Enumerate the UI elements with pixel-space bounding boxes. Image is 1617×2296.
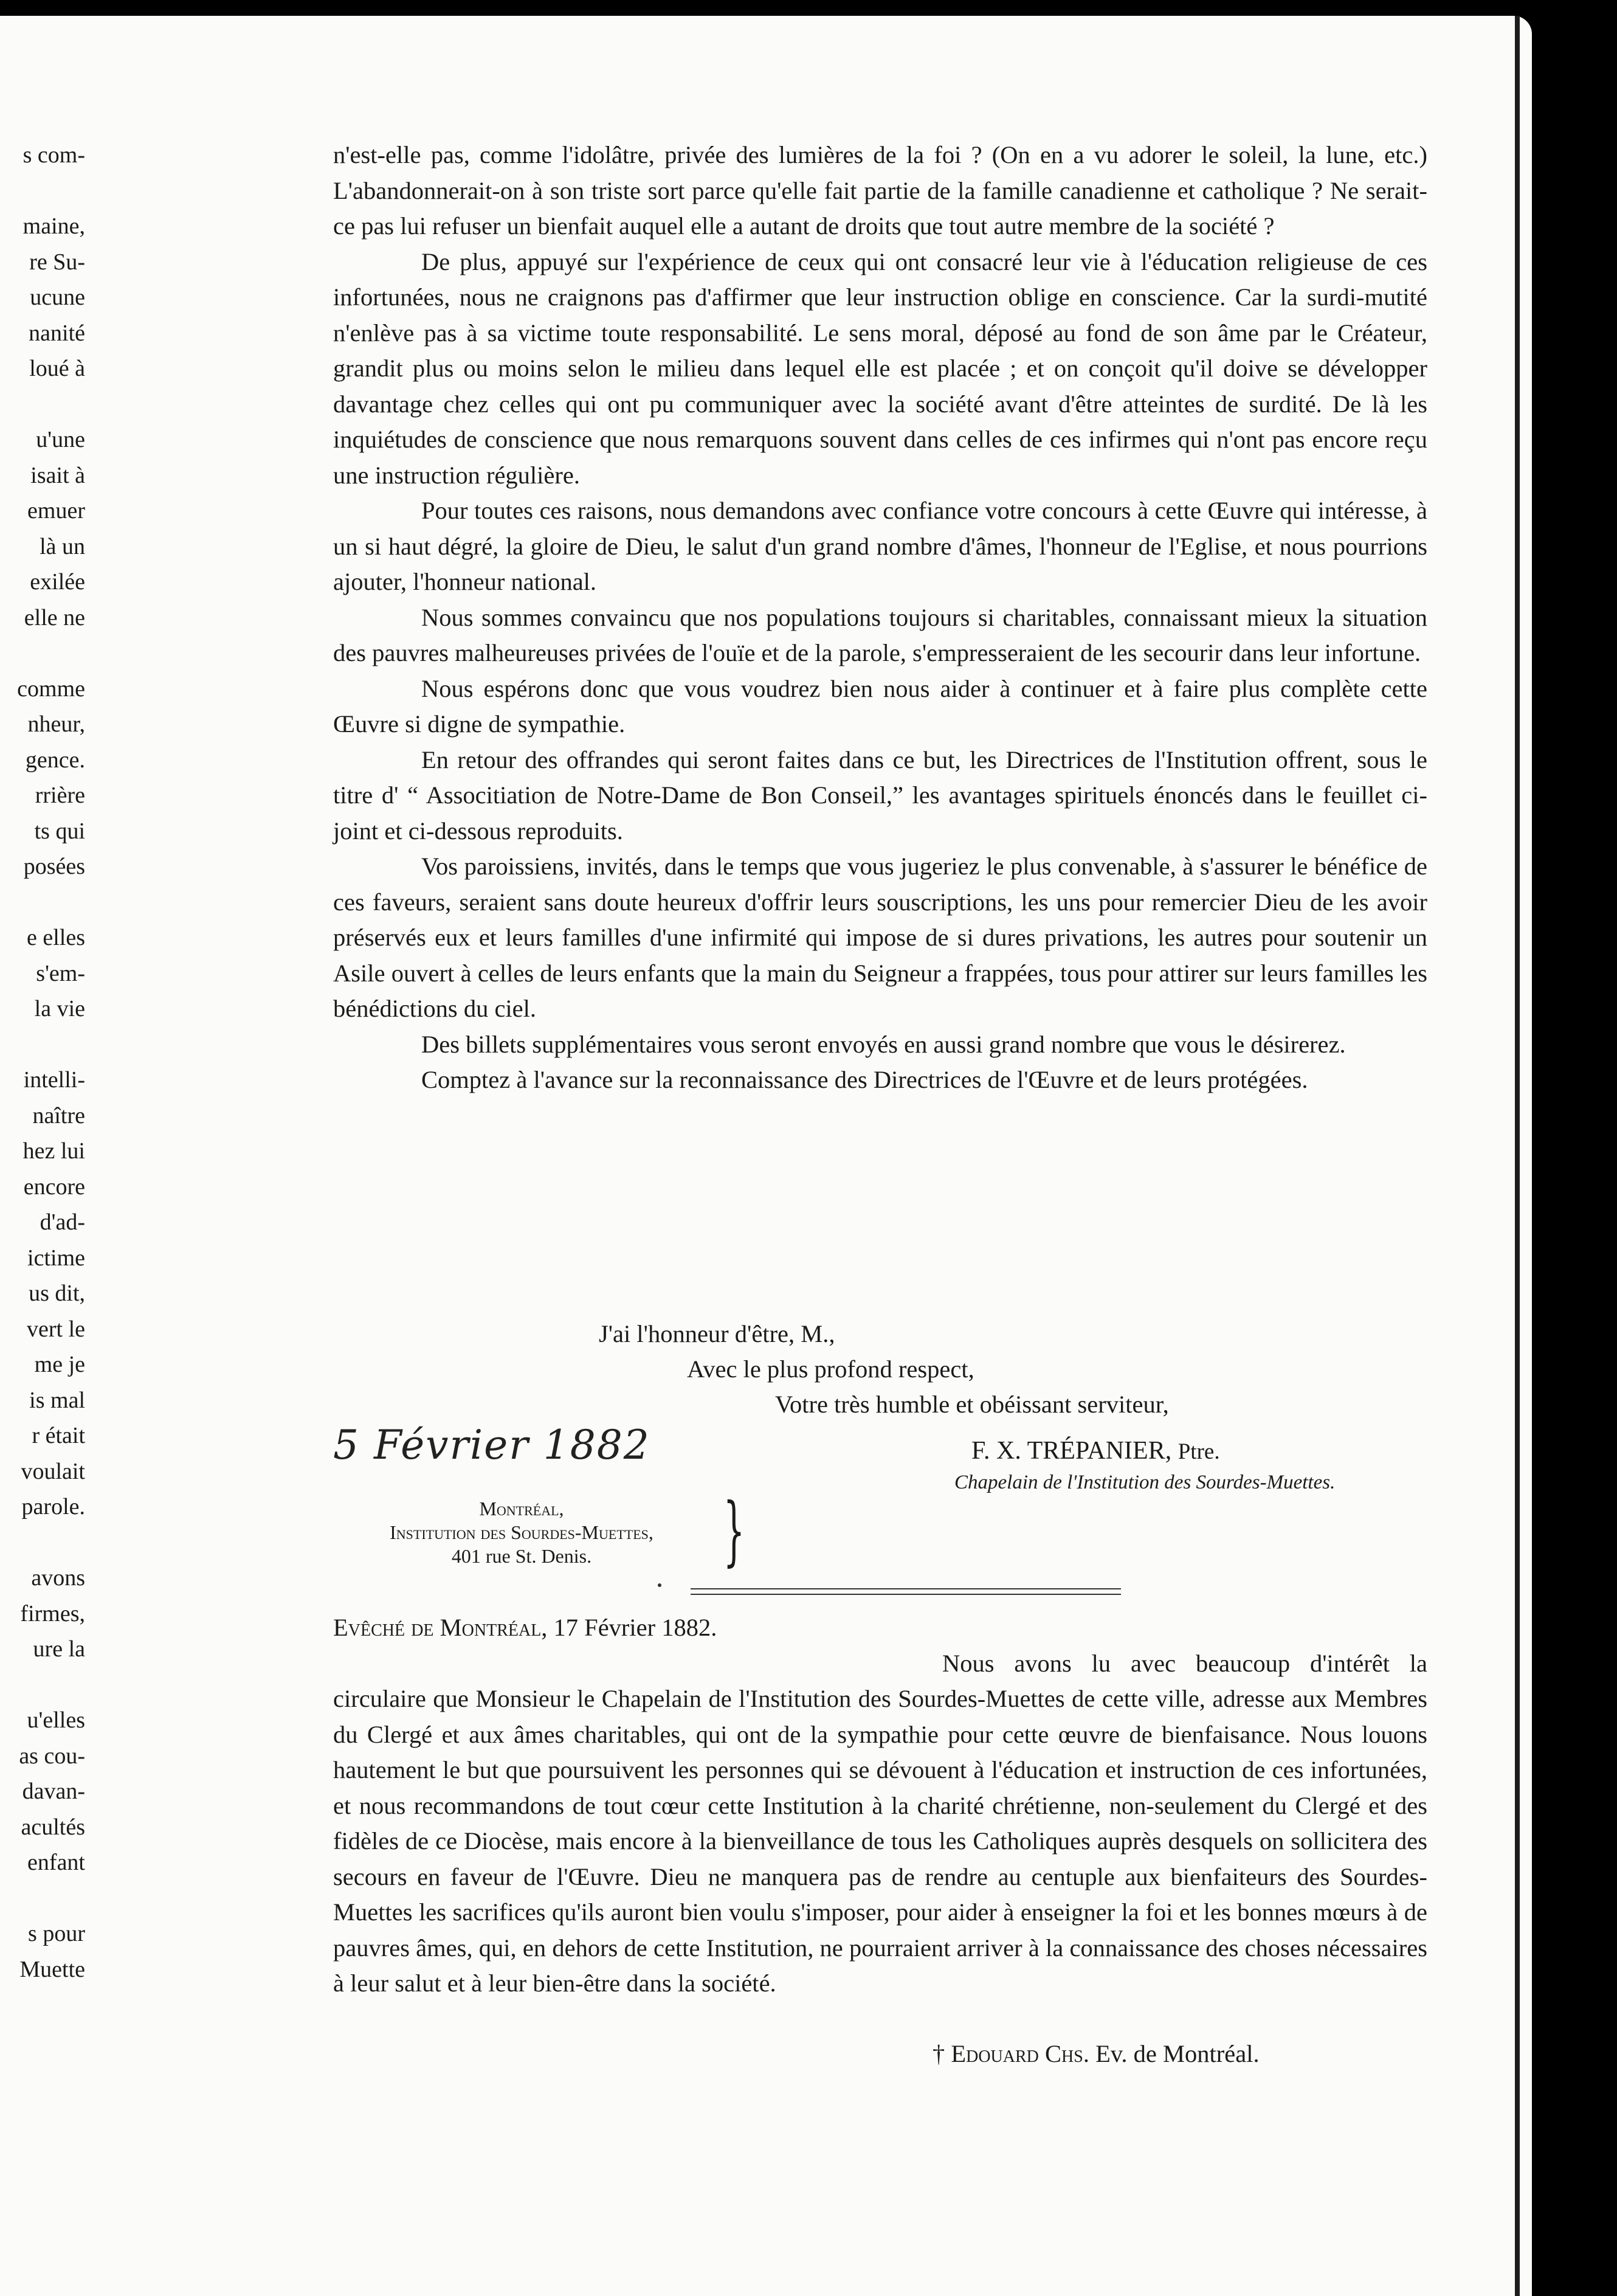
endorsement-body: Nous avons lu avec beaucoup d'intérêt la circulaire que Monsieur le Chapelain de l'Institution des Sourdes-Muettes de cette ville, adresse aux Membres du Clergé et aux âmes charitables, qui ont de la sympathie pour cette œuvre de bienfaisance. Nous louons hautement le but que poursuivent les personnes qui se dévouent à l'éducation et instruction de ces infortunées, et nous recommandons de tout cœur cette Institution à la charité chrétienne, non-seulement du Clergé et des fidèles de ce Diocèse, mais encore à la bienveillance de tous les Catholiques auprès desquels on sollicitera des secours en faveur de l'Œuvre. Dieu ne manquera pas de rendre au centuple aux bienfaiteurs des Sourdes-Muettes les sacrifices qu'ils auront bien voulu s'imposer, pour aider à enseigner la foi et les bonnes mœurs à de pauvres âmes, qui, en dehors de cette Institution, ne pourraient arriver à la connaissance des choses nécessaires à leur salut et à leur bien-être dans la société.: [333, 1649, 1427, 1997]
column-line: as cou-: [19, 1743, 85, 1769]
column-gap: [0, 885, 85, 921]
letter-body: [333, 137, 1427, 1098]
signer-name-text: F. X. TRÉPANIER,: [971, 1437, 1172, 1465]
column-line: re Su-: [29, 249, 85, 275]
signature-see: Ev. de Montréal.: [1095, 2040, 1260, 2067]
closing-line-2: Avec le plus profond respect,: [687, 1355, 974, 1383]
previous-page-column: [0, 137, 85, 1987]
column-line: nheur,: [27, 711, 85, 737]
column-line: exilée: [30, 569, 85, 595]
column-line: r était: [32, 1423, 85, 1448]
closing-line-3: Votre très humble et obéissant serviteur,: [775, 1391, 1169, 1418]
column-line: vert le: [26, 1316, 85, 1342]
address-line: 401 rue St. Denis.: [451, 1545, 592, 1567]
column-gap: [0, 1667, 85, 1703]
letter-paragraph: Vos paroissiens, invités, dans le temps que vous jugeriez le plus convenable, à s'assurer le bénéfice de ces faveurs, seraient sans doute heureux d'offrir leurs souscriptions, les uns pour remercier Dieu de les avoir préservés eux et leurs familles d'une infirmité qui impose de si dures privations, les autres pour soutenir un Asile ouvert à celles de leurs enfants que la main du Seigneur a frappées, tous pour attirer sur leurs familles les bénédictions du ciel.: [333, 852, 1427, 1022]
letter-paragraph: Nous sommes convaincu que nos populations toujours si charitables, connaissant mieux la situation des pauvres malheureuses privées de l'ouïe et de la parole, s'empresseraient de les secourir dans leur infortune.: [333, 603, 1427, 666]
column-line: firmes,: [20, 1600, 85, 1627]
institution-address: [333, 1497, 710, 1568]
column-line: ts qui: [34, 818, 85, 844]
column-gap: [0, 173, 85, 209]
bishop-signature: [933, 2039, 1260, 2068]
letter-paragraph: Nous espérons donc que vous voudrez bien nous aider à continuer et à faire plus complète cette Œuvre si digne de sympathie.: [333, 674, 1427, 738]
column-line: loué à: [29, 356, 85, 381]
letter-paragraph: Comptez à l'avance sur la reconnaissance des Directrices de l'Œuvre et de leurs protégées.: [421, 1066, 1308, 1093]
column-line: voulait: [21, 1458, 85, 1484]
column-line: enfant: [27, 1850, 85, 1875]
column-line: ucune: [30, 285, 85, 310]
letter-paragraph: n'est-elle pas, comme l'idolâtre, privée des lumières de la foi ? (On en a vu adorer le soleil, la lune, etc.) L'abandonnerait-on à son triste sort parce qu'elle fait partie de la famille canadienne et catholique ? Ne serait-ce pas lui refuser un bienfait auquel elle a autant de droits que tout autre membre de la société ?: [333, 141, 1427, 240]
letter-paragraph: Pour toutes ces raisons, nous demandons avec confiance votre concours à cette Œuvre qui intéresse, à un si haut dégré, la gloire de Dieu, le salut d'un grand nombre d'âmes, l'honneur de l'Eglise, et nous pourrions ajouter, l'honneur national.: [333, 497, 1427, 595]
column-line: là un: [40, 533, 85, 559]
signature-name: Edouard Chs.: [951, 2040, 1089, 2067]
column-gap: [0, 1881, 85, 1917]
address-line: Montréal,: [479, 1498, 564, 1520]
column-line: avons: [31, 1565, 85, 1591]
page-edge-shadow: [1515, 16, 1520, 2296]
letter-paragraph: De plus, appuyé sur l'expérience de ceux qui ont consacré leur vie à l'éducation religieuse de ces infortunées, nous ne craignons pas d'affirmer que leur instruction oblige en conscience. Car la surdi-mutité n'enlève pas à sa victime toute responsabilité. Le sens moral, déposé au fond de son âme par le Créateur, grandit plus ou moins selon le milieu dans lequel elle est placée ; et on conçoit qu'il doive se développer davantage chez celles qui ont pu communiquer avec la société avant d'être atteintes de surdité. De là les inquiétudes de conscience que nous remarquons souvent dans celles de ces infirmes qui n'ont pas encore reçu une instruction régulière.: [333, 247, 1427, 489]
closing-line-1: J'ai l'honneur d'être, M.,: [599, 1320, 835, 1347]
column-line: s com-: [22, 142, 85, 168]
column-gap: [0, 1525, 85, 1561]
address-brace: }: [723, 1487, 745, 1575]
column-line: is mal: [29, 1387, 85, 1413]
column-line: Muette: [19, 1956, 85, 1982]
column-line: maine,: [22, 213, 85, 239]
signer-title: Chapelain de l'Institution des Sourdes-Muettes.: [954, 1471, 1336, 1493]
column-line: comme: [17, 676, 85, 702]
column-line: u'elles: [27, 1707, 85, 1733]
column-line: us dit,: [29, 1281, 85, 1306]
column-line: s'em-: [36, 960, 85, 986]
printer-dot: [658, 1583, 661, 1587]
signer-suffix: Ptre.: [1177, 1439, 1220, 1464]
section-divider: [691, 1588, 1121, 1595]
endorsement-heading: [333, 1610, 1427, 1646]
column-line: naître: [32, 1102, 85, 1129]
signature-cross: †: [933, 2040, 945, 2067]
endorsement-heading-date: 17 Février 1882.: [553, 1614, 717, 1641]
column-line: hez lui: [22, 1138, 85, 1164]
column-gap: [0, 1027, 85, 1063]
column-line: rrière: [35, 783, 85, 808]
column-line: acultés: [21, 1814, 85, 1840]
column-line: u'une: [36, 427, 85, 452]
column-gap: [0, 387, 85, 423]
column-line: s pour: [28, 1921, 85, 1946]
column-line: gence.: [25, 747, 85, 773]
column-line: posées: [23, 854, 85, 879]
letter-paragraph: En retour des offrandes qui seront faites dans ce but, les Directrices de l'Institution offrent, sous le titre d' “ Associtiation de Notre-Dame de Bon Conseil,” les avantages spirituels énoncés dans le feuillet ci-joint et ci-dessous reproduits.: [333, 745, 1427, 845]
bishop-endorsement: [333, 1610, 1427, 2002]
column-line: nanité: [29, 320, 85, 346]
column-line: davan-: [22, 1779, 85, 1804]
column-line: isait à: [30, 462, 85, 488]
column-gap: [0, 635, 85, 671]
endorsement-heading-place: Evêché de Montréal,: [333, 1614, 548, 1641]
column-line: la vie: [34, 996, 85, 1022]
column-line: elle ne: [24, 604, 85, 631]
letter-paragraph: Des billets supplémentaires vous seront envoyés en aussi grand nombre que vous le désirerez.: [421, 1030, 1346, 1058]
column-line: e elles: [26, 925, 85, 950]
address-line: Institution des Sourdes-Muettes,: [390, 1521, 653, 1543]
column-line: parole.: [21, 1494, 85, 1520]
column-line: encore: [23, 1174, 85, 1200]
column-line: intelli-: [23, 1067, 85, 1093]
column-line: emuer: [27, 498, 85, 524]
handwritten-date: 5 Février 1882: [333, 1422, 650, 1468]
column-line: ictime: [27, 1245, 85, 1271]
column-line: me je: [34, 1352, 85, 1377]
column-line: d'ad-: [40, 1209, 85, 1235]
column-line: ure la: [33, 1636, 85, 1662]
signer-name: [971, 1436, 1220, 1465]
